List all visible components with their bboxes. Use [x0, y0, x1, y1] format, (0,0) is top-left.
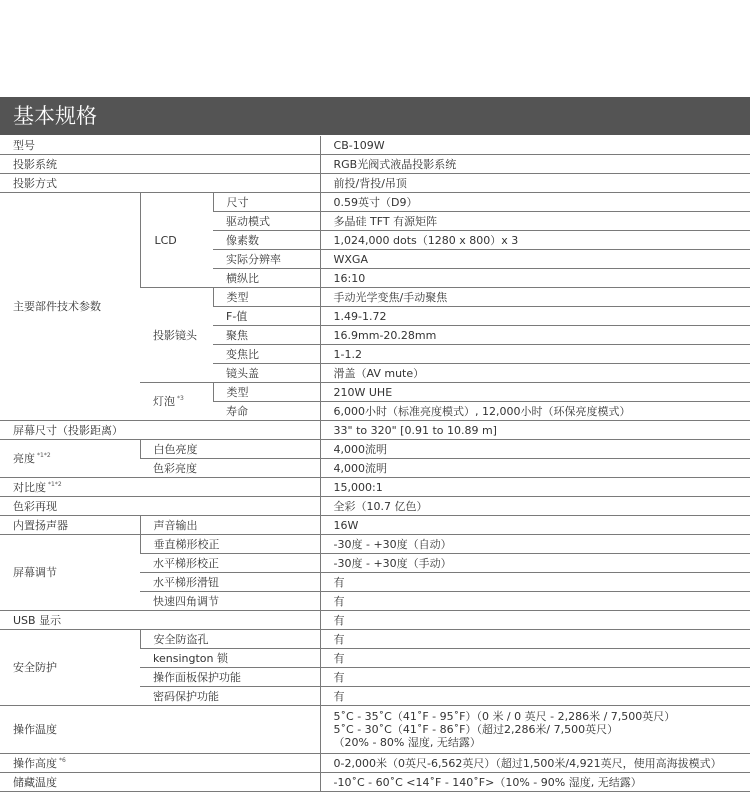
- section-title: 基本规格: [13, 104, 97, 128]
- section-header: [0, 97, 750, 135]
- row-value: 有: [320, 592, 750, 611]
- subgroup-label: LCD: [140, 193, 213, 288]
- row-label: USB 显示: [0, 611, 320, 630]
- table-row: [0, 516, 750, 535]
- row-value: 210W UHE: [320, 383, 750, 402]
- row-label: 尺寸: [213, 193, 320, 212]
- row-value: RGB光阀式液晶投影系统: [320, 155, 750, 174]
- row-value: -10˚C - 60˚C <14˚F - 140˚F>（10% - 90% 湿度, 无结露）: [320, 773, 750, 792]
- row-value: 1-1.2: [320, 345, 750, 364]
- spec-table: [0, 136, 750, 792]
- altitude-label: 操作高度: [13, 756, 57, 770]
- row-label: 类型: [213, 383, 320, 402]
- table-row: [0, 174, 750, 193]
- row-value: 15,000:1: [320, 478, 750, 497]
- group-label: 安全防护: [0, 630, 140, 706]
- row-label: [0, 754, 320, 773]
- row-value: 多晶硅 TFT 有源矩阵: [320, 212, 750, 231]
- row-value: 前投/背投/吊顶: [320, 174, 750, 193]
- footnote-mark: *1*2: [48, 480, 62, 488]
- row-value: 有: [320, 573, 750, 592]
- row-label: 寿命: [213, 402, 320, 421]
- row-value: 6,000小时（标准亮度模式）, 12,000小时（环保亮度模式）: [320, 402, 750, 421]
- row-value: 有: [320, 611, 750, 630]
- row-label: 白色亮度: [140, 440, 320, 459]
- row-value: 16:10: [320, 269, 750, 288]
- row-label: 操作面板保护功能: [140, 668, 320, 687]
- group-label: 内置扬声器: [0, 516, 140, 535]
- table-row: [0, 421, 750, 440]
- row-value: -30度 - +30度（手动）: [320, 554, 750, 573]
- footnote-mark: *6: [59, 756, 66, 764]
- row-label: 聚焦: [213, 326, 320, 345]
- subgroup-label: [140, 383, 213, 421]
- table-row: [0, 136, 750, 155]
- table-row: [0, 630, 750, 649]
- row-label: 操作温度: [0, 706, 320, 754]
- row-value: 滑盖（AV mute）: [320, 364, 750, 383]
- contrast-label: 对比度: [13, 480, 46, 494]
- row-label: 像素数: [213, 231, 320, 250]
- table-row: [0, 754, 750, 773]
- row-value: 有: [320, 649, 750, 668]
- row-value: 全彩（10.7 亿色）: [320, 497, 750, 516]
- footnote-mark: *1*2: [37, 452, 51, 460]
- table-row: [0, 478, 750, 497]
- row-label: 快速四角调节: [140, 592, 320, 611]
- row-label: 镜头盖: [213, 364, 320, 383]
- op-temp-line: 5˚C - 35˚C（41˚F - 95˚F）（0 米 / 0 英尺 - 2,286米 / 7,500英尺）: [333, 710, 676, 723]
- row-label: 屏幕尺寸（投影距离）: [0, 421, 320, 440]
- lamp-label: 灯泡: [153, 395, 175, 408]
- table-row: [0, 497, 750, 516]
- row-value: 16.9mm-20.28mm: [320, 326, 750, 345]
- row-label: 密码保护功能: [140, 687, 320, 706]
- subgroup-label: 投影镜头: [140, 288, 213, 383]
- row-label: 色彩再现: [0, 497, 320, 516]
- row-value: 33" to 320" [0.91 to 10.89 m]: [320, 421, 750, 440]
- table-row: [0, 773, 750, 792]
- row-label: 声音输出: [140, 516, 320, 535]
- group-label: 屏幕调节: [0, 535, 140, 611]
- table-row: [0, 440, 750, 459]
- row-value: -30度 - +30度（自动）: [320, 535, 750, 554]
- table-row: [0, 535, 750, 554]
- table-row: [0, 611, 750, 630]
- row-value: 4,000流明: [320, 440, 750, 459]
- row-label: 类型: [213, 288, 320, 307]
- row-label: 储藏温度: [0, 773, 320, 792]
- footnote-mark: *3: [177, 395, 184, 403]
- table-row: [0, 706, 750, 754]
- row-value: 有: [320, 668, 750, 687]
- row-value: 0.59英寸（D9）: [320, 193, 750, 212]
- row-value: 4,000流明: [320, 459, 750, 478]
- row-value: 有: [320, 687, 750, 706]
- row-value: 16W: [320, 516, 750, 535]
- row-label: 水平梯形校正: [140, 554, 320, 573]
- row-label: 安全防盗孔: [140, 630, 320, 649]
- group-label: 主要部件技术参数: [0, 193, 140, 421]
- row-label: 水平梯形滑钮: [140, 573, 320, 592]
- row-value: [320, 706, 750, 754]
- row-label: 垂直梯形校正: [140, 535, 320, 554]
- row-label: 投影方式: [0, 174, 320, 193]
- row-value: 1.49-1.72: [320, 307, 750, 326]
- group-label: [0, 440, 140, 478]
- row-label: 投影系统: [0, 155, 320, 174]
- brightness-label: 亮度: [13, 452, 35, 465]
- table-row: [0, 193, 750, 212]
- row-value: 有: [320, 630, 750, 649]
- row-label: 实际分辨率: [213, 250, 320, 269]
- row-label: [0, 478, 320, 497]
- row-label: 变焦比: [213, 345, 320, 364]
- row-label: 色彩亮度: [140, 459, 320, 478]
- row-value: CB-109W: [320, 136, 750, 155]
- row-value: 1,024,000 dots（1280 x 800）x 3: [320, 231, 750, 250]
- row-label: F-值: [213, 307, 320, 326]
- op-temp-line: 5˚C - 30˚C（41˚F - 86˚F）（超过2,286米/ 7,500英尺）: [333, 723, 619, 736]
- op-temp-line: （20% - 80% 湿度, 无结露）: [333, 736, 481, 749]
- row-value: WXGA: [320, 250, 750, 269]
- row-value: 手动光学变焦/手动聚焦: [320, 288, 750, 307]
- row-label: 型号: [0, 136, 320, 155]
- row-label: 驱动模式: [213, 212, 320, 231]
- row-value: 0-2,000米（0英尺-6,562英尺）（超过1,500米/4,921英尺，使用高海拔模式）: [320, 754, 750, 773]
- row-label: 横纵比: [213, 269, 320, 288]
- row-label: kensington 锁: [140, 649, 320, 668]
- table-row: [0, 155, 750, 174]
